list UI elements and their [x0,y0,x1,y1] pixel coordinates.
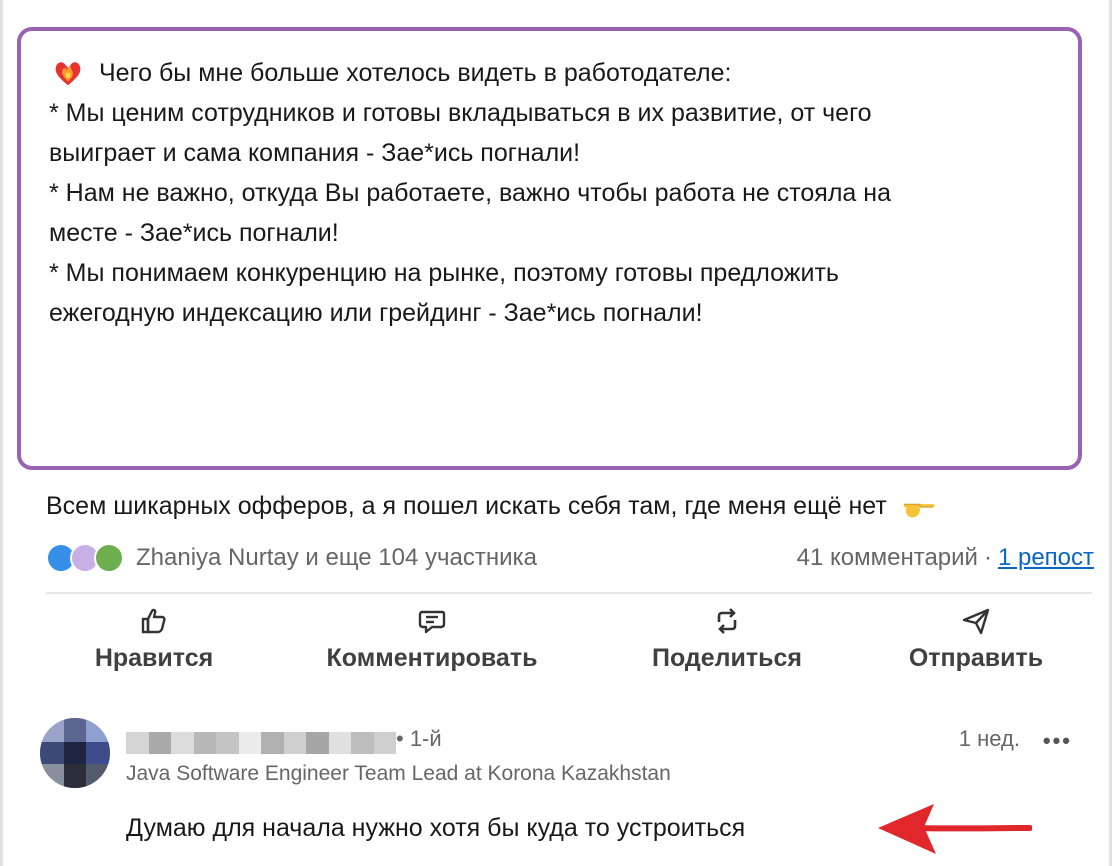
clap-reaction-icon [94,543,124,573]
commenter-avatar[interactable] [40,718,110,788]
comments-count-link[interactable]: 41 комментарий [796,544,978,571]
quote-line: выиграет и сама компания - Зае*ись погнали! [49,139,581,167]
comment-text: Думаю для начала нужно хотя бы куда то устроиться [126,814,746,842]
commenter-headline: Java Software Engineer Team Lead at Korona Kazakhstan [126,762,671,785]
actions-divider [46,592,1092,594]
highlighted-quote-box [17,27,1082,470]
cropped-text-line [46,0,606,6]
send-label: Отправить [908,644,1044,672]
share-button[interactable] [643,606,811,680]
quote-heading [49,53,1039,93]
like-button[interactable] [88,606,220,680]
comment-bubble-icon [417,606,447,636]
red-arrow-annotation [872,800,1032,860]
quote-line: ежегодную индексацию или грейдинг - Зае*ись погнали! [49,299,703,327]
heart-on-fire-icon [53,58,83,88]
comment-label: Комментировать [326,644,538,672]
reaction-icons[interactable] [46,543,118,573]
quote-line: * Нам не важно, откуда Вы работаете, важно чтобы работа не стояла на [49,179,891,207]
post-actions-bar [46,606,1092,680]
quote-line: месте - Зае*ись погнали! [49,219,339,247]
like-label: Нравится [94,644,214,672]
send-button[interactable] [900,606,1052,680]
reposts-link[interactable]: 1 репост [997,544,1094,571]
quote-content [49,53,1039,333]
pointing-hand-icon [902,494,936,520]
more-options-icon[interactable]: ••• [1042,728,1072,753]
connection-degree: • 1-й [396,726,442,751]
quote-line: Чего бы мне больше хотелось видеть в работодателе: [99,59,732,87]
send-icon [961,606,991,636]
comment-timestamp: 1 нед. [958,726,1020,751]
feed-left-border [0,0,3,866]
thumbs-up-icon [139,606,169,636]
reactions-summary[interactable]: Zhaniya Nurtay и еще 104 участника [136,544,537,571]
share-label: Поделиться [651,644,803,672]
quote-line: * Мы понимаем конкуренцию на рынке, поэтому готовы предложить [49,259,839,287]
post-closing-text [46,488,936,524]
comment-button[interactable] [312,606,552,680]
meta-separator: · [983,544,992,571]
comments-reposts-meta [797,544,1094,572]
repost-icon [712,606,742,636]
quote-line: * Мы ценим сотрудников и готовы вкладываться в их развитие, от чего [49,99,872,127]
social-counts-bar [46,540,1094,576]
closing-line: Всем шикарных офферов, а я пошел искать себя там, где меня ещё нет [46,492,887,520]
commenter-name-blurred[interactable] [126,732,396,754]
